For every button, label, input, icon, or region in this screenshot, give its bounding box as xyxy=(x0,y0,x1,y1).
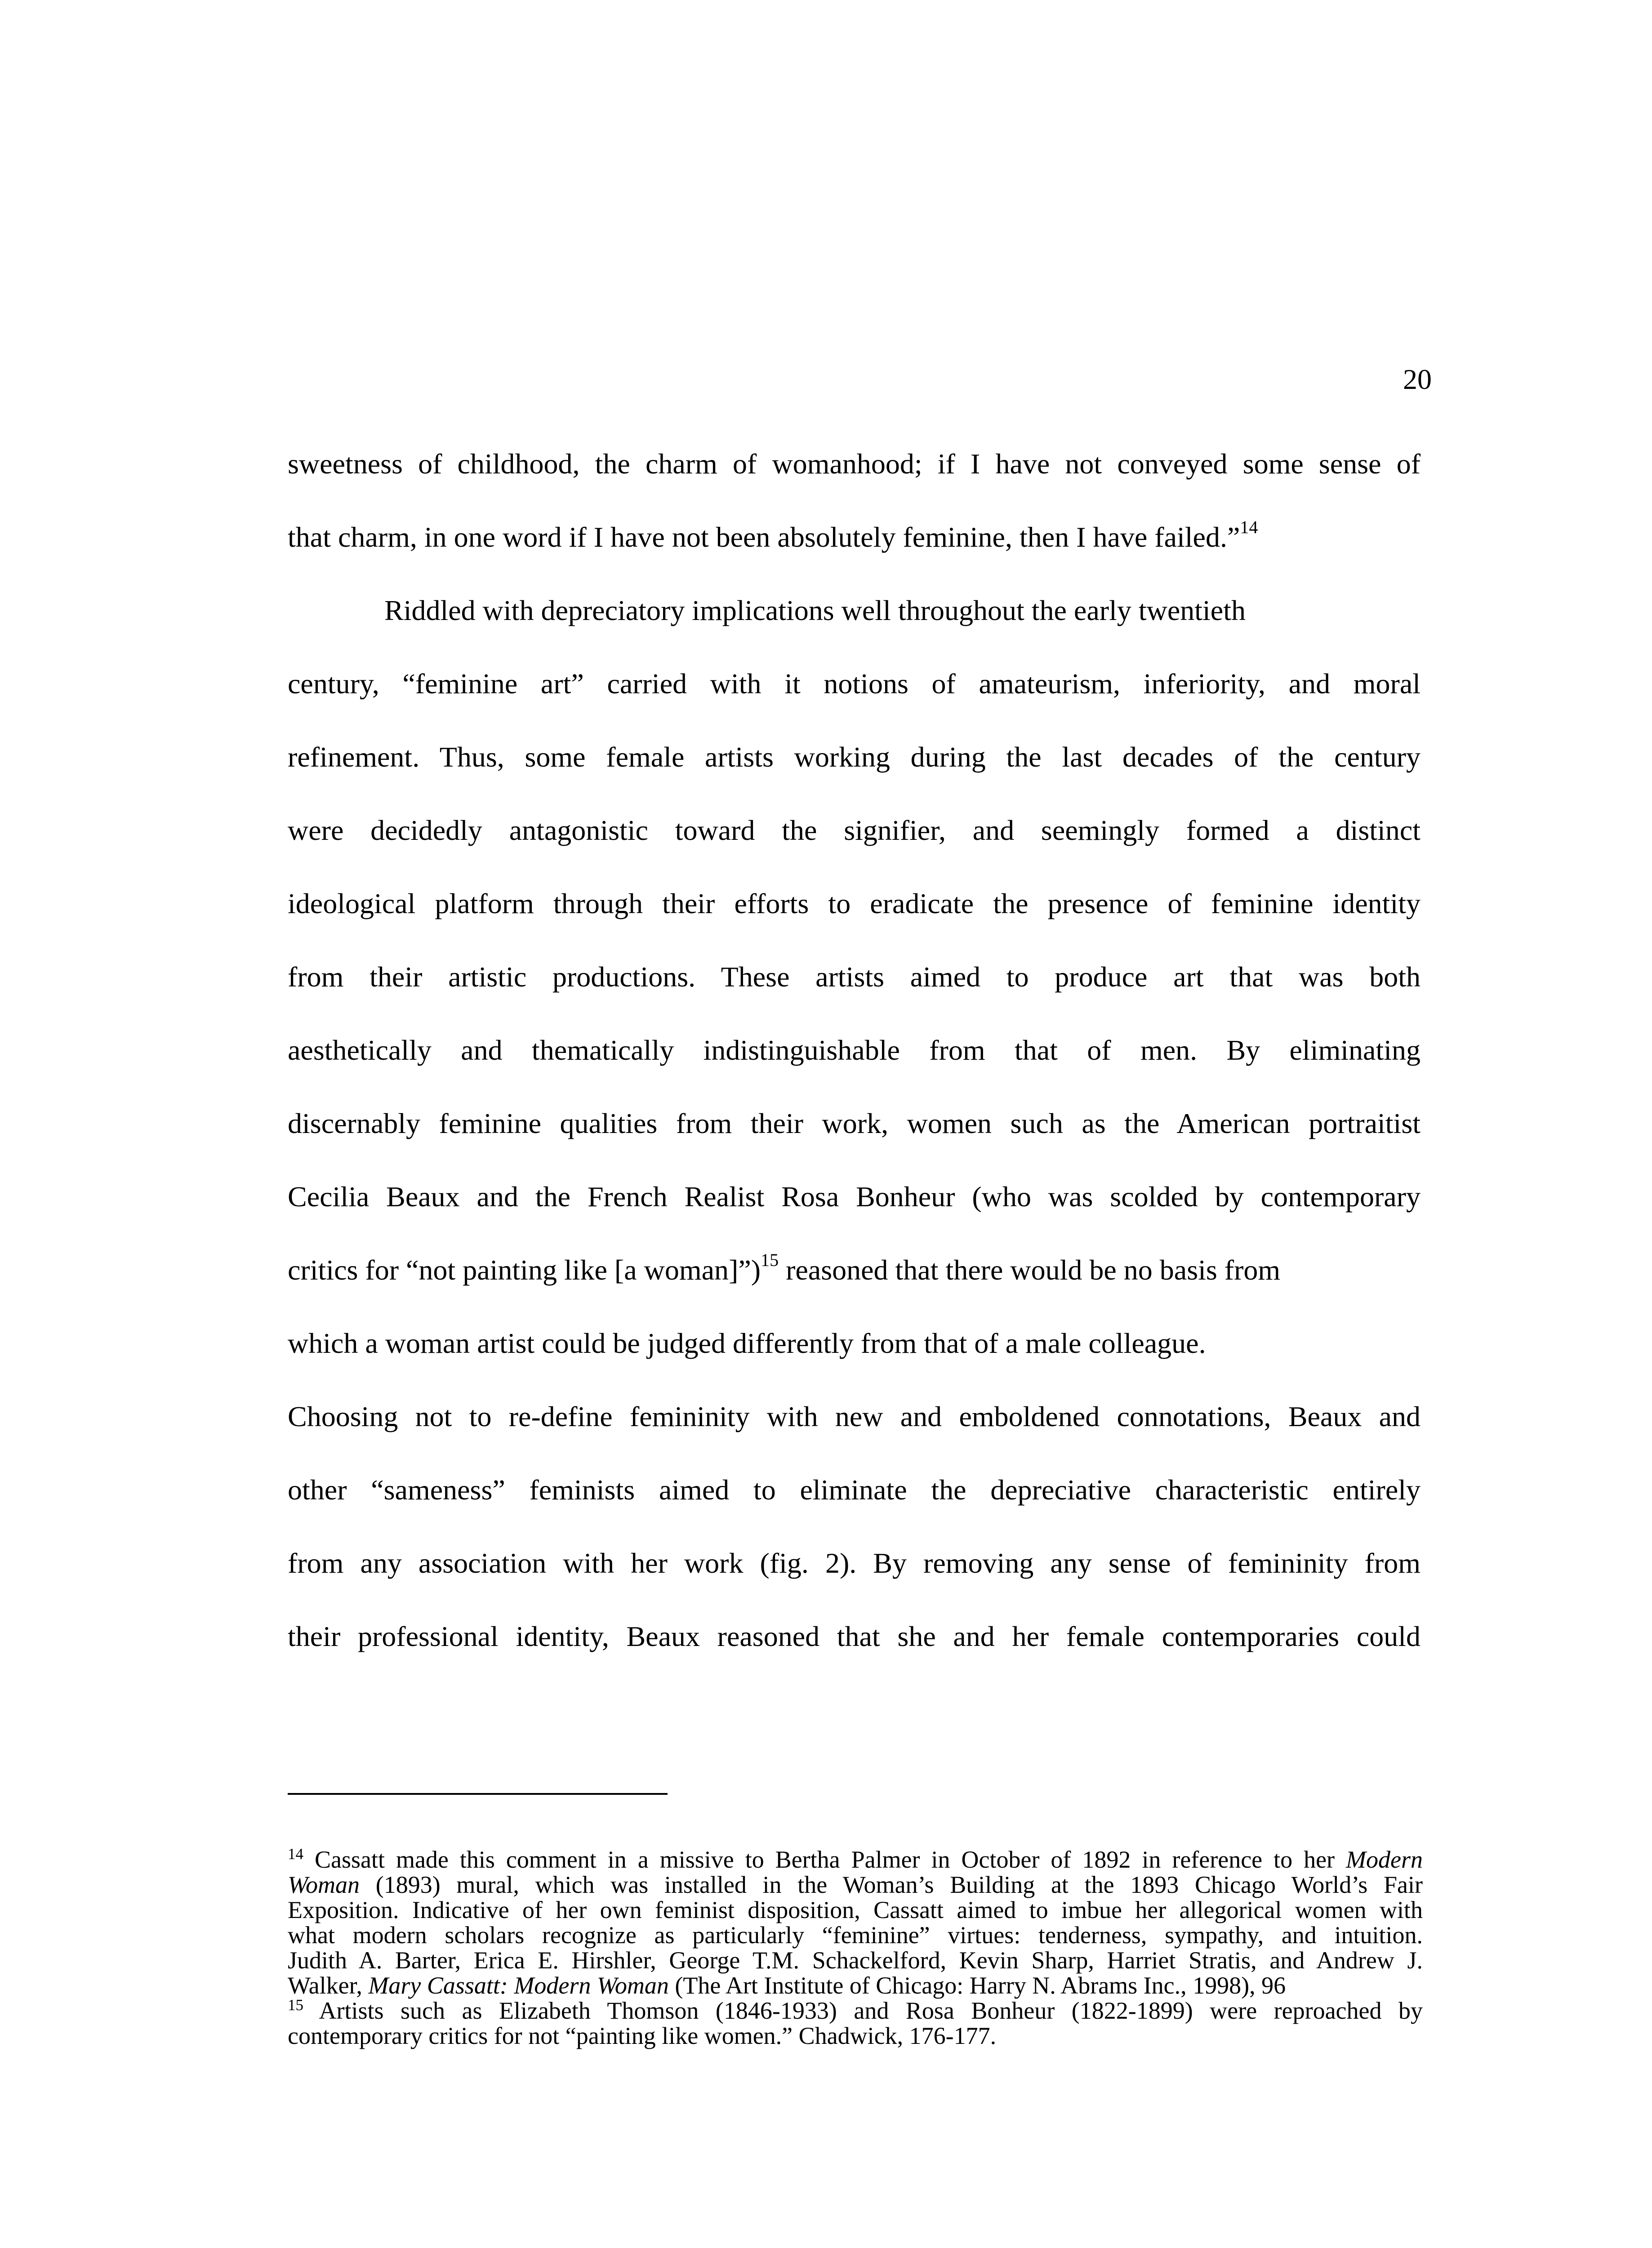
footnote-line: what modern scholars recognize as particularly “feminine” virtues: tenderness, sympathy, and intuition. xyxy=(288,1922,1423,1949)
footnote-text: (The Art Institute of Chicago: Harry N. Abrams Inc., 1998), 96 xyxy=(668,1972,1286,1999)
footnote-ref-14: 14 xyxy=(1240,517,1258,537)
body-line-text: that charm, in one word if I have not been absolutely feminine, then I have failed.” xyxy=(288,521,1240,553)
body-line: sweetness of childhood, the charm of womanhood; if I have not conveyed some sense of xyxy=(288,448,1420,480)
body-line: discernably feminine qualities from their work, women such as the American portraitist xyxy=(288,1107,1420,1139)
footnote-line: Exposition. Indicative of her own feminist disposition, Cassatt aimed to imbue her allegorical women with xyxy=(288,1896,1423,1923)
footnote-line: contemporary critics for not “painting like women.” Chadwick, 176-177. xyxy=(288,2022,997,2049)
footnote-text: Walker, xyxy=(288,1972,369,1999)
body-line: other “sameness” feminists aimed to eliminate the depreciative characteristic entirely xyxy=(288,1474,1420,1506)
footnote-separator xyxy=(288,1793,668,1795)
footnote-line xyxy=(288,1847,1423,1872)
footnote-title: Modern xyxy=(1346,1846,1423,1873)
body-line: aesthetically and thematically indistinguishable from that of men. By eliminating xyxy=(288,1034,1420,1066)
body-line: which a woman artist could be judged differently from that of a male colleague. xyxy=(288,1327,1206,1359)
footnote-title: Woman xyxy=(288,1871,360,1898)
footnote-text: (1893) mural, which was installed in the Woman’s Building at the 1893 Chicago World’s Fair xyxy=(360,1871,1423,1898)
body-line: century, “feminine art” carried with it notions of amateurism, inferiority, and moral xyxy=(288,668,1420,700)
body-text xyxy=(288,427,1420,1673)
footnote-text: Cassatt made this comment in a missive to Bertha Palmer in October of 1892 in reference to her xyxy=(303,1846,1346,1873)
paragraph-first-line: Riddled with depreciatory implications well throughout the early twentieth xyxy=(384,594,1246,626)
body-line: from their artistic productions. These artists aimed to produce art that was both xyxy=(288,961,1420,993)
footnote-marker-14: 14 xyxy=(288,1845,303,1863)
footnote-line xyxy=(288,1872,1423,1897)
footnote-line xyxy=(288,1998,1423,2023)
footnote-line xyxy=(288,1973,1423,1998)
footnote-ref-15: 15 xyxy=(761,1249,779,1270)
body-line: ideological platform through their efforts to eradicate the presence of feminine identity xyxy=(288,888,1420,919)
body-line: Cecilia Beaux and the French Realist Rosa Bonheur (who was scolded by contemporary xyxy=(288,1181,1420,1213)
footnote-line: Judith A. Barter, Erica E. Hirshler, George T.M. Schackelford, Kevin Sharp, Harriet Stratis, and Andrew J. xyxy=(288,1947,1423,1974)
body-line: refinement. Thus, some female artists working during the last decades of the century xyxy=(288,741,1420,773)
page-number: 20 xyxy=(1403,363,1432,395)
body-line-text: reasoned that there would be no basis from xyxy=(779,1254,1281,1286)
body-line xyxy=(288,1233,1420,1307)
footnote-title: Mary Cassatt: Modern Woman xyxy=(368,1972,669,1999)
body-line: from any association with her work (fig. 2). By removing any sense of femininity from xyxy=(288,1547,1420,1579)
body-line-text: critics for “not painting like [a woman]”) xyxy=(288,1254,761,1286)
body-line: their professional identity, Beaux reasoned that she and her female contemporaries could xyxy=(288,1620,1420,1652)
footnotes xyxy=(288,1847,1423,2048)
body-line: were decidedly antagonistic toward the signifier, and seemingly formed a distinct xyxy=(288,814,1420,846)
body-line xyxy=(288,500,1420,574)
footnote-text: Artists such as Elizabeth Thomson (1846-1933) and Rosa Bonheur (1822-1899) were reproached by xyxy=(303,1997,1423,2024)
footnote-marker-15: 15 xyxy=(288,1996,303,2014)
body-line: Choosing not to re-define femininity with new and emboldened connotations, Beaux and xyxy=(288,1401,1420,1432)
